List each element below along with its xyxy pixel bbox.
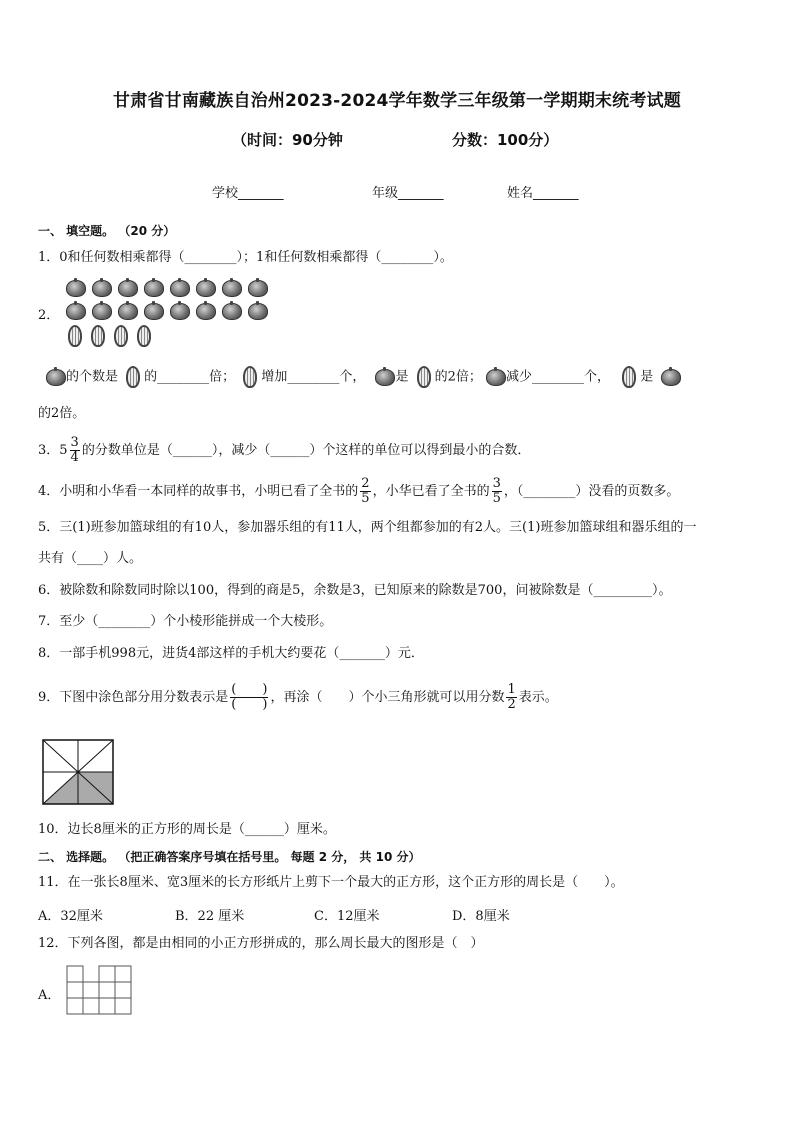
garlic-icon [118,303,138,320]
question-1: 1．0和任何数相乘都得（________）；1和任何数相乘都得（________）。 [38,250,453,265]
onion-icon [622,366,636,388]
garlic-icon [46,369,66,386]
question-9: 9．下图中涂色部分用分数表示是 $\frac{( )}{( )}$ ，再涂（ ）个小三角形就可以用分数 $\frac{1}{2}$ 表示。 [38,682,558,712]
garlic-row-2 [66,301,276,320]
garlic-icon [196,303,216,320]
q2-text-5: 的2倍； [434,369,482,385]
q11-option-b[interactable]: B．22 厘米 [175,909,245,924]
question-5-line-1: 5．三(1)班参加篮球组的有10人，参加器乐组的有11人，两个组都参加的有2人。三(1)班参加篮球组和器乐组的一 [38,520,697,535]
fraction-3-5: $\frac{3}{5}$ [492,476,501,506]
garlic-icon [486,369,506,386]
garlic-icon [66,303,86,320]
garlic-icon [92,303,112,320]
q2-text-7: 是 [640,369,654,385]
q11-option-c[interactable]: C．12厘米 [314,909,380,924]
question-10: 10．边长8厘米的正方形的周长是（______）厘米。 [38,822,336,837]
fraction-1-2: $\frac{1}{2}$ [507,682,516,712]
garlic-icon [661,369,681,386]
time-label: （时间：90分钟 [232,131,343,149]
question-2-number: 2． [38,308,60,323]
blank-fraction: $\frac{( )}{( )}$ [231,682,268,712]
q11-option-d[interactable]: D．8厘米 [452,909,510,924]
q2-text-6: 减少________个， [506,369,611,385]
question-3: 3．5 $\frac{3}{4}$ 的分数单位是（______），减少（______）个这样的单位可以得到最小的合数． [38,435,531,465]
onion-icon [91,325,105,347]
garlic-icon [92,280,112,297]
garlic-icon [170,280,190,297]
q12-option-a-label[interactable]: A． [38,988,61,1003]
garlic-row-1 [66,278,276,297]
garlic-icon [222,303,242,320]
question-2-end: 的2倍。 [38,406,86,421]
garlic-icon [144,280,164,297]
q11-option-a[interactable]: A．32厘米 [38,909,103,924]
score-label: 分数：100分） [452,131,559,149]
q2-text-3: 增加________个， [261,369,366,385]
question-8: 8．一部手机998元，进货4部这样的手机大约要花（_______）元． [38,646,424,661]
question-11: 11．在一张长8厘米、宽3厘米的长方形纸片上剪下一个最大的正方形，这个正方形的周长是（ ）。 [38,875,624,890]
question-2-line [46,366,681,388]
garlic-icon [118,280,138,297]
question-6: 6．被除数和除数同时除以100，得到的商是5，余数是3，已知原来的除数是700，问被除数是（_________）。 [38,583,672,598]
onion-icon [126,366,140,388]
fraction-3-4: $\frac{3}{4}$ [70,435,79,465]
section-2-heading: 二、 选择题。 （把正确答案序号填在括号里。 每题 2 分， 共 10 分） [38,850,421,864]
section-1-heading: 一、 填空题。 （20 分） [38,224,176,238]
garlic-icon [66,280,86,297]
garlic-icon [248,280,268,297]
q2-text-2: 的________倍； [144,369,236,385]
exam-title: 甘肃省甘南藏族自治州2023-2024学年数学三年级第一学期期末统考试题 [113,91,681,111]
onion-icon [243,366,257,388]
onion-icon [137,325,151,347]
question-12: 12．下列各图，都是由相同的小正方形拼成的，那么周长最大的图形是（ ） [38,936,484,951]
onion-icon [417,366,431,388]
grade-field[interactable]: 年级_______ [372,186,444,201]
garlic-icon [248,303,268,320]
garlic-icon [222,280,242,297]
onion-icon [68,325,82,347]
q2-text-4: 是 [395,369,409,385]
q2-text-1: 的个数是 [66,369,119,385]
garlic-icon [375,369,395,386]
question-7: 7．至少（________）个小棱形能拼成一个大棱形。 [38,614,333,629]
shaded-square-figure [42,739,114,805]
fraction-2-5: $\frac{2}{5}$ [361,476,370,506]
onion-icon [114,325,128,347]
garlic-icon [144,303,164,320]
name-field[interactable]: 姓名_______ [507,186,579,201]
question-4: 4．小明和小华看一本同样的故事书，小明已看了全书的 $\frac{2}{5}$ ，小华已看了全书的 $\frac{3}{5}$ ，（________）没看的页数多。 [38,476,680,506]
onion-row [68,325,151,347]
school-field[interactable]: 学校_______ [212,186,284,201]
q12-option-a-figure [66,964,134,1016]
question-5-line-2: 共有（____）人。 [38,551,143,566]
garlic-icon [196,280,216,297]
garlic-icon [170,303,190,320]
